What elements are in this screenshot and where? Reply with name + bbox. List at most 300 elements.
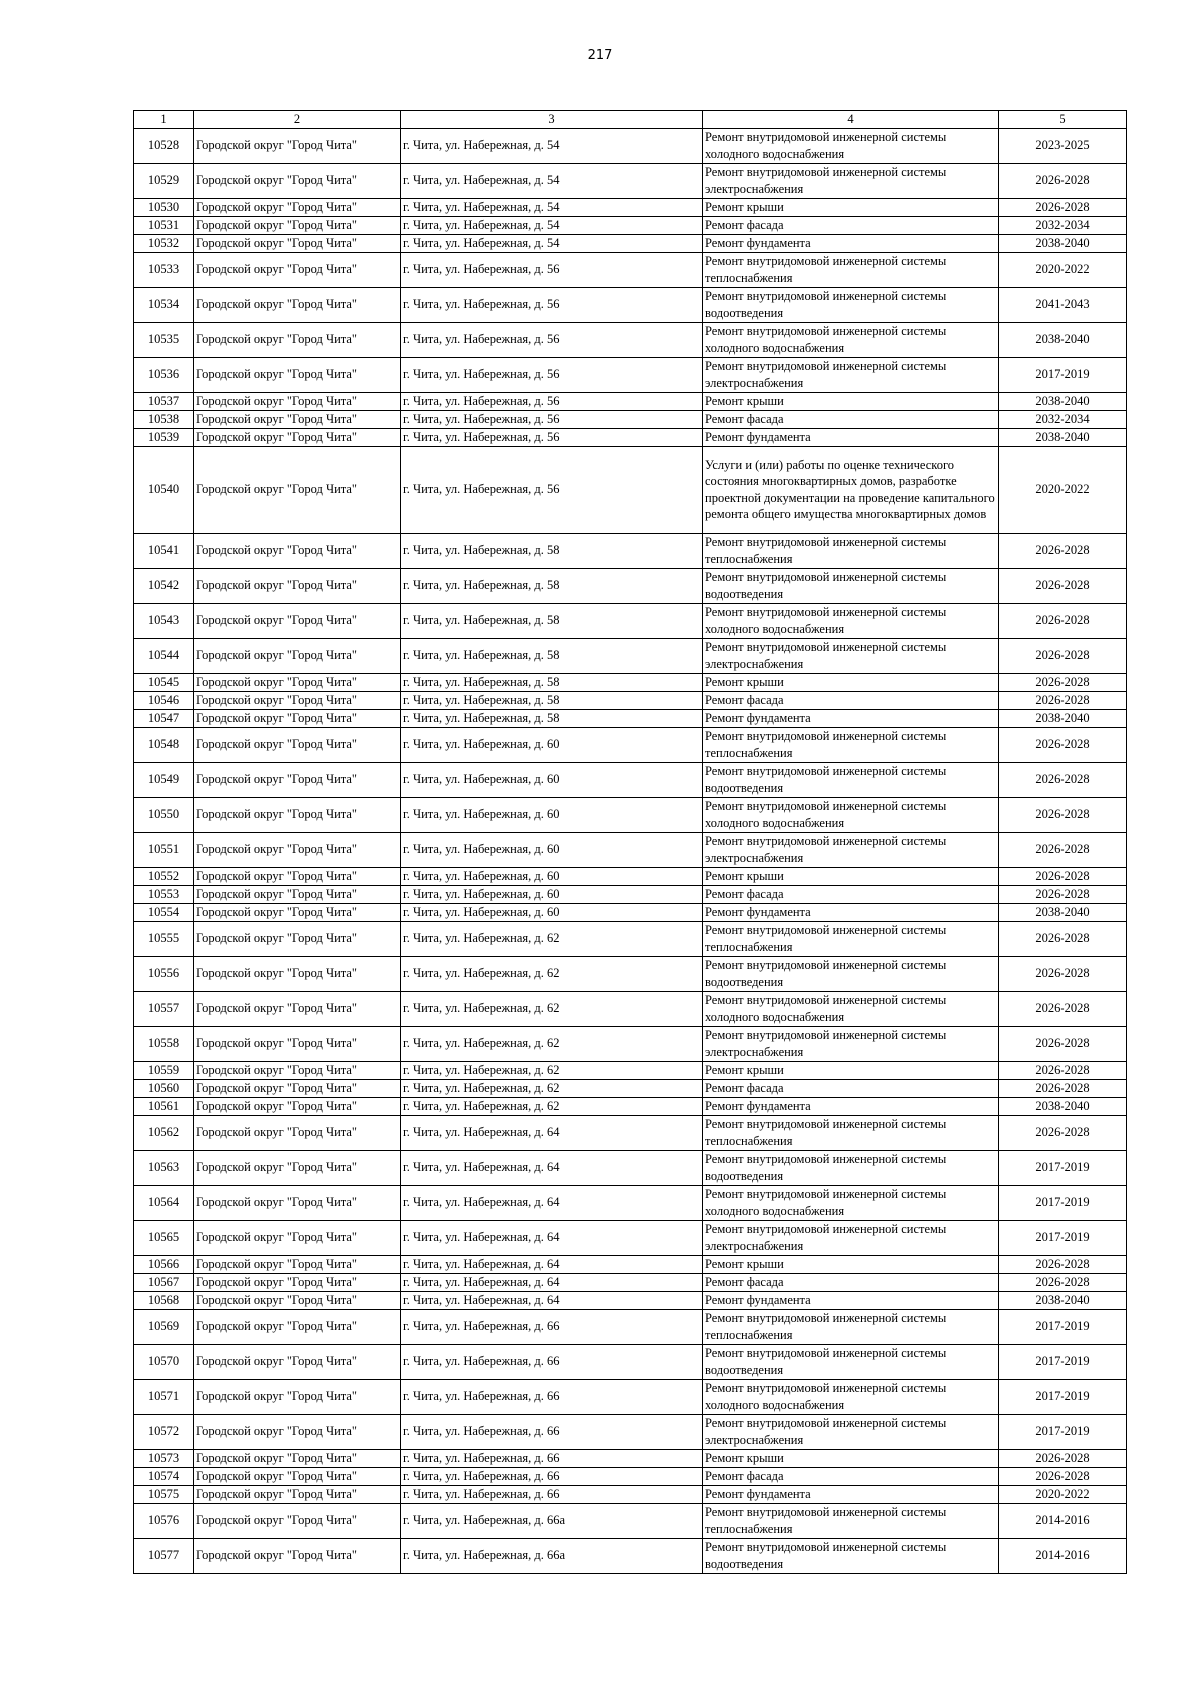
row-number-cell: 10531 [134,216,194,234]
period-cell: 2026-2028 [999,762,1127,797]
table-row [134,709,1127,727]
row-number-cell: 10559 [134,1061,194,1079]
period-cell: 2026-2028 [999,1061,1127,1079]
work-type-cell: Ремонт внутридомовой инженерной системы холодного водоснабжения [703,1379,999,1414]
row-number-cell: 10534 [134,287,194,322]
work-type-cell: Ремонт внутридомовой инженерной системы теплоснабжения [703,533,999,568]
period-cell: 2014-2016 [999,1538,1127,1573]
work-type-cell: Ремонт крыши [703,198,999,216]
work-type-cell: Ремонт внутридомовой инженерной системы теплоснабжения [703,921,999,956]
period-cell: 2041-2043 [999,287,1127,322]
municipality-cell: Городской округ "Город Чита" [194,1079,401,1097]
period-cell: 2026-2028 [999,1449,1127,1467]
row-number-cell: 10567 [134,1273,194,1291]
row-number-cell: 10553 [134,885,194,903]
table-row [134,1079,1127,1097]
municipality-cell: Городской округ "Город Чита" [194,673,401,691]
address-cell: г. Чита, ул. Набережная, д. 60 [401,727,703,762]
address-cell: г. Чита, ул. Набережная, д. 58 [401,568,703,603]
work-type-cell: Ремонт внутридомовой инженерной системы теплоснабжения [703,252,999,287]
address-cell: г. Чита, ул. Набережная, д. 58 [401,533,703,568]
address-cell: г. Чита, ул. Набережная, д. 60 [401,867,703,885]
table-row [134,638,1127,673]
column-header: 3 [401,111,703,129]
address-cell: г. Чита, ул. Набережная, д. 58 [401,709,703,727]
row-number-cell: 10528 [134,128,194,163]
municipality-cell: Городской округ "Город Чита" [194,867,401,885]
work-type-cell: Ремонт внутридомовой инженерной системы водоотведения [703,568,999,603]
row-number-cell: 10560 [134,1079,194,1097]
table-row [134,428,1127,446]
row-number-cell: 10540 [134,446,194,533]
table-row [134,603,1127,638]
period-cell: 2026-2028 [999,1273,1127,1291]
municipality-cell: Городской округ "Город Чита" [194,1097,401,1115]
work-type-cell: Ремонт крыши [703,1449,999,1467]
row-number-cell: 10563 [134,1150,194,1185]
period-cell: 2026-2028 [999,533,1127,568]
table-row [134,410,1127,428]
period-cell: 2026-2028 [999,198,1127,216]
table-row [134,673,1127,691]
table-row [134,762,1127,797]
work-type-cell: Ремонт фасада [703,885,999,903]
table-row [134,357,1127,392]
address-cell: г. Чита, ул. Набережная, д. 54 [401,128,703,163]
work-type-cell: Ремонт внутридомовой инженерной системы холодного водоснабжения [703,991,999,1026]
municipality-cell: Городской округ "Город Чита" [194,1309,401,1344]
period-cell: 2017-2019 [999,1150,1127,1185]
address-cell: г. Чита, ул. Набережная, д. 56 [401,428,703,446]
work-type-cell: Ремонт внутридомовой инженерной системы холодного водоснабжения [703,322,999,357]
period-cell: 2026-2028 [999,1255,1127,1273]
work-type-cell: Ремонт фундамента [703,234,999,252]
column-header: 1 [134,111,194,129]
table-row [134,234,1127,252]
table-row [134,885,1127,903]
address-cell: г. Чита, ул. Набережная, д. 58 [401,603,703,638]
work-type-cell: Ремонт внутридомовой инженерной системы электроснабжения [703,357,999,392]
municipality-cell: Городской округ "Город Чита" [194,287,401,322]
work-type-cell: Ремонт фундамента [703,1291,999,1309]
address-cell: г. Чита, ул. Набережная, д. 66 [401,1414,703,1449]
municipality-cell: Городской округ "Город Чита" [194,1414,401,1449]
period-cell: 2017-2019 [999,357,1127,392]
period-cell: 2026-2028 [999,1115,1127,1150]
table-row [134,1344,1127,1379]
table-row [134,727,1127,762]
row-number-cell: 10538 [134,410,194,428]
table-row [134,1220,1127,1255]
work-type-cell: Ремонт внутридомовой инженерной системы водоотведения [703,1344,999,1379]
row-number-cell: 10554 [134,903,194,921]
table-row [134,991,1127,1026]
address-cell: г. Чита, ул. Набережная, д. 54 [401,198,703,216]
period-cell: 2038-2040 [999,392,1127,410]
address-cell: г. Чита, ул. Набережная, д. 64 [401,1220,703,1255]
period-cell: 2017-2019 [999,1185,1127,1220]
row-number-cell: 10548 [134,727,194,762]
table-row [134,392,1127,410]
period-cell: 2026-2028 [999,991,1127,1026]
period-cell: 2038-2040 [999,1097,1127,1115]
table-row [134,1097,1127,1115]
row-number-cell: 10557 [134,991,194,1026]
row-number-cell: 10539 [134,428,194,446]
municipality-cell: Городской округ "Город Чита" [194,1185,401,1220]
address-cell: г. Чита, ул. Набережная, д. 56 [401,392,703,410]
address-cell: г. Чита, ул. Набережная, д. 62 [401,1079,703,1097]
address-cell: г. Чита, ул. Набережная, д. 62 [401,1061,703,1079]
period-cell: 2038-2040 [999,1291,1127,1309]
period-cell: 2032-2034 [999,410,1127,428]
work-type-cell: Ремонт фундамента [703,1485,999,1503]
table-body [134,128,1127,1573]
municipality-cell: Городской округ "Город Чита" [194,1273,401,1291]
municipality-cell: Городской округ "Город Чита" [194,727,401,762]
row-number-cell: 10530 [134,198,194,216]
address-cell: г. Чита, ул. Набережная, д. 56 [401,287,703,322]
work-type-cell: Ремонт внутридомовой инженерной системы электроснабжения [703,1414,999,1449]
work-type-cell: Ремонт фасада [703,216,999,234]
address-cell: г. Чита, ул. Набережная, д. 58 [401,691,703,709]
page-number: 217 [587,48,613,63]
period-cell: 2038-2040 [999,322,1127,357]
address-cell: г. Чита, ул. Набережная, д. 62 [401,921,703,956]
address-cell: г. Чита, ул. Набережная, д. 54 [401,234,703,252]
municipality-cell: Городской округ "Город Чита" [194,921,401,956]
work-type-cell: Ремонт внутридомовой инженерной системы водоотведения [703,1150,999,1185]
table-row [134,1026,1127,1061]
period-cell: 2026-2028 [999,691,1127,709]
address-cell: г. Чита, ул. Набережная, д. 64 [401,1255,703,1273]
municipality-cell: Городской округ "Город Чита" [194,128,401,163]
work-type-cell: Ремонт внутридомовой инженерной системы теплоснабжения [703,727,999,762]
address-cell: г. Чита, ул. Набережная, д. 66 [401,1467,703,1485]
address-cell: г. Чита, ул. Набережная, д. 64 [401,1115,703,1150]
period-cell: 2017-2019 [999,1344,1127,1379]
table-row [134,1503,1127,1538]
work-type-cell: Ремонт внутридомовой инженерной системы холодного водоснабжения [703,1185,999,1220]
municipality-cell: Городской округ "Город Чита" [194,832,401,867]
work-type-cell: Ремонт внутридомовой инженерной системы водоотведения [703,956,999,991]
table-row [134,216,1127,234]
table-row [134,1150,1127,1185]
table-row [134,1538,1127,1573]
municipality-cell: Городской округ "Город Чита" [194,691,401,709]
period-cell: 2038-2040 [999,709,1127,727]
row-number-cell: 10573 [134,1449,194,1467]
column-header: 4 [703,111,999,129]
address-cell: г. Чита, ул. Набережная, д. 56 [401,410,703,428]
address-cell: г. Чита, ул. Набережная, д. 60 [401,903,703,921]
capital-repair-table [133,110,1127,1574]
address-cell: г. Чита, ул. Набережная, д. 56 [401,357,703,392]
table-row [134,252,1127,287]
work-type-cell: Ремонт внутридомовой инженерной системы теплоснабжения [703,1503,999,1538]
municipality-cell: Городской округ "Город Чита" [194,1485,401,1503]
period-cell: 2026-2028 [999,603,1127,638]
address-cell: г. Чита, ул. Набережная, д. 66а [401,1538,703,1573]
table-row [134,287,1127,322]
row-number-cell: 10571 [134,1379,194,1414]
municipality-cell: Городской округ "Город Чита" [194,252,401,287]
period-cell: 2032-2034 [999,216,1127,234]
municipality-cell: Городской округ "Город Чита" [194,446,401,533]
row-number-cell: 10561 [134,1097,194,1115]
period-cell: 2038-2040 [999,234,1127,252]
work-type-cell: Ремонт крыши [703,673,999,691]
work-type-cell: Ремонт внутридомовой инженерной системы электроснабжения [703,1220,999,1255]
row-number-cell: 10535 [134,322,194,357]
address-cell: г. Чита, ул. Набережная, д. 60 [401,885,703,903]
municipality-cell: Городской округ "Город Чита" [194,357,401,392]
table-row [134,903,1127,921]
table-row [134,1255,1127,1273]
row-number-cell: 10533 [134,252,194,287]
municipality-cell: Городской округ "Город Чита" [194,1150,401,1185]
address-cell: г. Чита, ул. Набережная, д. 58 [401,673,703,691]
work-type-cell: Ремонт внутридомовой инженерной системы теплоснабжения [703,1115,999,1150]
table-row [134,568,1127,603]
work-type-cell: Ремонт внутридомовой инженерной системы электроснабжения [703,638,999,673]
work-type-cell: Ремонт фасада [703,691,999,709]
work-type-cell: Ремонт внутридомовой инженерной системы электроснабжения [703,1026,999,1061]
municipality-cell: Городской округ "Город Чита" [194,1115,401,1150]
table-row [134,1379,1127,1414]
row-number-cell: 10549 [134,762,194,797]
municipality-cell: Городской округ "Город Чита" [194,603,401,638]
table-row [134,1467,1127,1485]
municipality-cell: Городской округ "Город Чита" [194,638,401,673]
work-type-cell: Ремонт внутридомовой инженерной системы холодного водоснабжения [703,603,999,638]
period-cell: 2020-2022 [999,446,1127,533]
period-cell: 2026-2028 [999,1026,1127,1061]
table-row [134,797,1127,832]
table-row [134,921,1127,956]
row-number-cell: 10547 [134,709,194,727]
period-cell: 2026-2028 [999,568,1127,603]
column-header: 2 [194,111,401,129]
work-type-cell: Ремонт внутридомовой инженерной системы водоотведения [703,287,999,322]
table-header-row [134,111,1127,129]
period-cell: 2038-2040 [999,903,1127,921]
municipality-cell: Городской округ "Город Чита" [194,1255,401,1273]
address-cell: г. Чита, ул. Набережная, д. 60 [401,797,703,832]
address-cell: г. Чита, ул. Набережная, д. 62 [401,1097,703,1115]
work-type-cell: Ремонт фундамента [703,903,999,921]
row-number-cell: 10555 [134,921,194,956]
address-cell: г. Чита, ул. Набережная, д. 66 [401,1379,703,1414]
period-cell: 2020-2022 [999,252,1127,287]
address-cell: г. Чита, ул. Набережная, д. 64 [401,1150,703,1185]
municipality-cell: Городской округ "Город Чита" [194,1291,401,1309]
row-number-cell: 10541 [134,533,194,568]
row-number-cell: 10570 [134,1344,194,1379]
municipality-cell: Городской округ "Город Чита" [194,797,401,832]
period-cell: 2023-2025 [999,128,1127,163]
address-cell: г. Чита, ул. Набережная, д. 66 [401,1309,703,1344]
period-cell: 2026-2028 [999,832,1127,867]
address-cell: г. Чита, ул. Набережная, д. 60 [401,832,703,867]
period-cell: 2026-2028 [999,956,1127,991]
municipality-cell: Городской округ "Город Чита" [194,163,401,198]
row-number-cell: 10552 [134,867,194,885]
municipality-cell: Городской округ "Город Чита" [194,392,401,410]
work-type-cell: Ремонт внутридомовой инженерной системы водоотведения [703,1538,999,1573]
work-type-cell: Ремонт внутридомовой инженерной системы теплоснабжения [703,1309,999,1344]
row-number-cell: 10532 [134,234,194,252]
municipality-cell: Городской округ "Город Чита" [194,762,401,797]
period-cell: 2026-2028 [999,867,1127,885]
table-row [134,533,1127,568]
row-number-cell: 10565 [134,1220,194,1255]
address-cell: г. Чита, ул. Набережная, д. 60 [401,762,703,797]
municipality-cell: Городской округ "Город Чита" [194,1538,401,1573]
table-row [134,1061,1127,1079]
address-cell: г. Чита, ул. Набережная, д. 66 [401,1485,703,1503]
municipality-cell: Городской округ "Город Чита" [194,568,401,603]
municipality-cell: Городской округ "Город Чита" [194,216,401,234]
work-type-cell: Ремонт фундамента [703,709,999,727]
row-number-cell: 10569 [134,1309,194,1344]
row-number-cell: 10576 [134,1503,194,1538]
municipality-cell: Городской округ "Город Чита" [194,533,401,568]
address-cell: г. Чита, ул. Набережная, д. 62 [401,991,703,1026]
work-type-cell: Ремонт крыши [703,867,999,885]
table-row [134,956,1127,991]
column-header: 5 [999,111,1127,129]
municipality-cell: Городской округ "Город Чита" [194,1344,401,1379]
period-cell: 2026-2028 [999,921,1127,956]
period-cell: 2026-2028 [999,727,1127,762]
municipality-cell: Городской округ "Город Чита" [194,234,401,252]
address-cell: г. Чита, ул. Набережная, д. 58 [401,638,703,673]
period-cell: 2026-2028 [999,797,1127,832]
table-row [134,446,1127,533]
municipality-cell: Городской округ "Город Чита" [194,1379,401,1414]
row-number-cell: 10542 [134,568,194,603]
municipality-cell: Городской округ "Город Чита" [194,991,401,1026]
work-type-cell: Ремонт фундамента [703,428,999,446]
address-cell: г. Чита, ул. Набережная, д. 64 [401,1291,703,1309]
row-number-cell: 10568 [134,1291,194,1309]
row-number-cell: 10574 [134,1467,194,1485]
address-cell: г. Чита, ул. Набережная, д. 56 [401,446,703,533]
row-number-cell: 10572 [134,1414,194,1449]
period-cell: 2014-2016 [999,1503,1127,1538]
address-cell: г. Чита, ул. Набережная, д. 62 [401,1026,703,1061]
municipality-cell: Городской округ "Город Чита" [194,1503,401,1538]
table-row [134,1449,1127,1467]
address-cell: г. Чита, ул. Набережная, д. 56 [401,322,703,357]
period-cell: 2038-2040 [999,428,1127,446]
row-number-cell: 10577 [134,1538,194,1573]
municipality-cell: Городской округ "Город Чита" [194,709,401,727]
municipality-cell: Городской округ "Город Чита" [194,1467,401,1485]
period-cell: 2026-2028 [999,673,1127,691]
table-row [134,832,1127,867]
period-cell: 2026-2028 [999,1467,1127,1485]
address-cell: г. Чита, ул. Набережная, д. 66 [401,1344,703,1379]
period-cell: 2026-2028 [999,1079,1127,1097]
work-type-cell: Ремонт внутридомовой инженерной системы электроснабжения [703,832,999,867]
address-cell: г. Чита, ул. Набережная, д. 64 [401,1273,703,1291]
work-type-cell: Ремонт фасада [703,410,999,428]
address-cell: г. Чита, ул. Набережная, д. 54 [401,216,703,234]
address-cell: г. Чита, ул. Набережная, д. 66а [401,1503,703,1538]
table-row [134,1291,1127,1309]
municipality-cell: Городской округ "Город Чита" [194,1449,401,1467]
table-row [134,163,1127,198]
row-number-cell: 10543 [134,603,194,638]
period-cell: 2020-2022 [999,1485,1127,1503]
row-number-cell: 10562 [134,1115,194,1150]
work-type-cell: Ремонт внутридомовой инженерной системы электроснабжения [703,163,999,198]
table-row [134,128,1127,163]
table-row [134,867,1127,885]
municipality-cell: Городской округ "Город Чита" [194,198,401,216]
row-number-cell: 10550 [134,797,194,832]
address-cell: г. Чита, ул. Набережная, д. 64 [401,1185,703,1220]
row-number-cell: 10564 [134,1185,194,1220]
table-row [134,1115,1127,1150]
work-type-cell: Ремонт крыши [703,1255,999,1273]
table-row [134,1273,1127,1291]
work-type-cell: Ремонт фасада [703,1079,999,1097]
table-row [134,1309,1127,1344]
table-row [134,322,1127,357]
table-row [134,1414,1127,1449]
row-number-cell: 10546 [134,691,194,709]
table-row [134,198,1127,216]
row-number-cell: 10544 [134,638,194,673]
row-number-cell: 10575 [134,1485,194,1503]
work-type-cell: Услуги и (или) работы по оценке технического состояния многоквартирных домов, разработке проектной документации на проведение капитального ремонта общего имущества многоквартирных домов [703,446,999,533]
row-number-cell: 10536 [134,357,194,392]
row-number-cell: 10537 [134,392,194,410]
work-type-cell: Ремонт крыши [703,392,999,410]
municipality-cell: Городской округ "Город Чита" [194,1220,401,1255]
municipality-cell: Городской округ "Город Чита" [194,885,401,903]
address-cell: г. Чита, ул. Набережная, д. 66 [401,1449,703,1467]
work-type-cell: Ремонт фасада [703,1273,999,1291]
period-cell: 2017-2019 [999,1379,1127,1414]
period-cell: 2017-2019 [999,1220,1127,1255]
table-row [134,691,1127,709]
municipality-cell: Городской округ "Город Чита" [194,956,401,991]
municipality-cell: Городской округ "Город Чита" [194,428,401,446]
municipality-cell: Городской округ "Город Чита" [194,1061,401,1079]
work-type-cell: Ремонт внутридомовой инженерной системы холодного водоснабжения [703,128,999,163]
municipality-cell: Городской округ "Город Чита" [194,410,401,428]
row-number-cell: 10551 [134,832,194,867]
period-cell: 2026-2028 [999,163,1127,198]
table-row [134,1485,1127,1503]
row-number-cell: 10545 [134,673,194,691]
period-cell: 2017-2019 [999,1414,1127,1449]
row-number-cell: 10566 [134,1255,194,1273]
municipality-cell: Городской округ "Город Чита" [194,322,401,357]
address-cell: г. Чита, ул. Набережная, д. 56 [401,252,703,287]
period-cell: 2026-2028 [999,638,1127,673]
municipality-cell: Городской округ "Город Чита" [194,903,401,921]
row-number-cell: 10529 [134,163,194,198]
work-type-cell: Ремонт внутридомовой инженерной системы водоотведения [703,762,999,797]
address-cell: г. Чита, ул. Набережная, д. 62 [401,956,703,991]
row-number-cell: 10556 [134,956,194,991]
period-cell: 2017-2019 [999,1309,1127,1344]
